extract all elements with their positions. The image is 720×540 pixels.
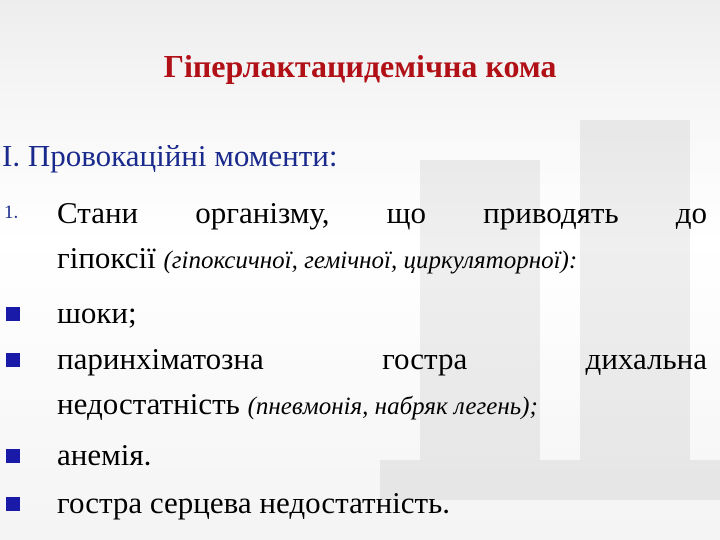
bullet-square-icon [6,307,20,321]
list-item-note: (пневмонія, набряк легень); [247,393,538,420]
list-item-note: (гіпоксичної, гемічної, циркуляторної): [163,247,578,274]
list-item-line: паринхіматозна гостра дихальна [57,341,707,376]
list-item-text: анемія. [57,437,152,472]
list-number: 1. [4,202,19,223]
list-item-text: гостра серцева недостатність. [57,485,450,520]
bullet-square-icon [6,353,20,367]
list-item-line: Стани організму, що приводять до [57,195,707,230]
bullet-square-icon [6,497,20,511]
list-item-text: шоки; [57,295,137,330]
slide-title: Гіперлактацидемічна кома [163,48,557,84]
list-item-text: недостатність [57,386,240,421]
list-item-line [57,235,707,283]
list-item-text: гіпоксії [57,240,156,275]
section-heading: І. Провокаційні моменти: [2,138,338,173]
list-item-line [57,381,707,429]
bullet-square-icon [6,449,20,463]
